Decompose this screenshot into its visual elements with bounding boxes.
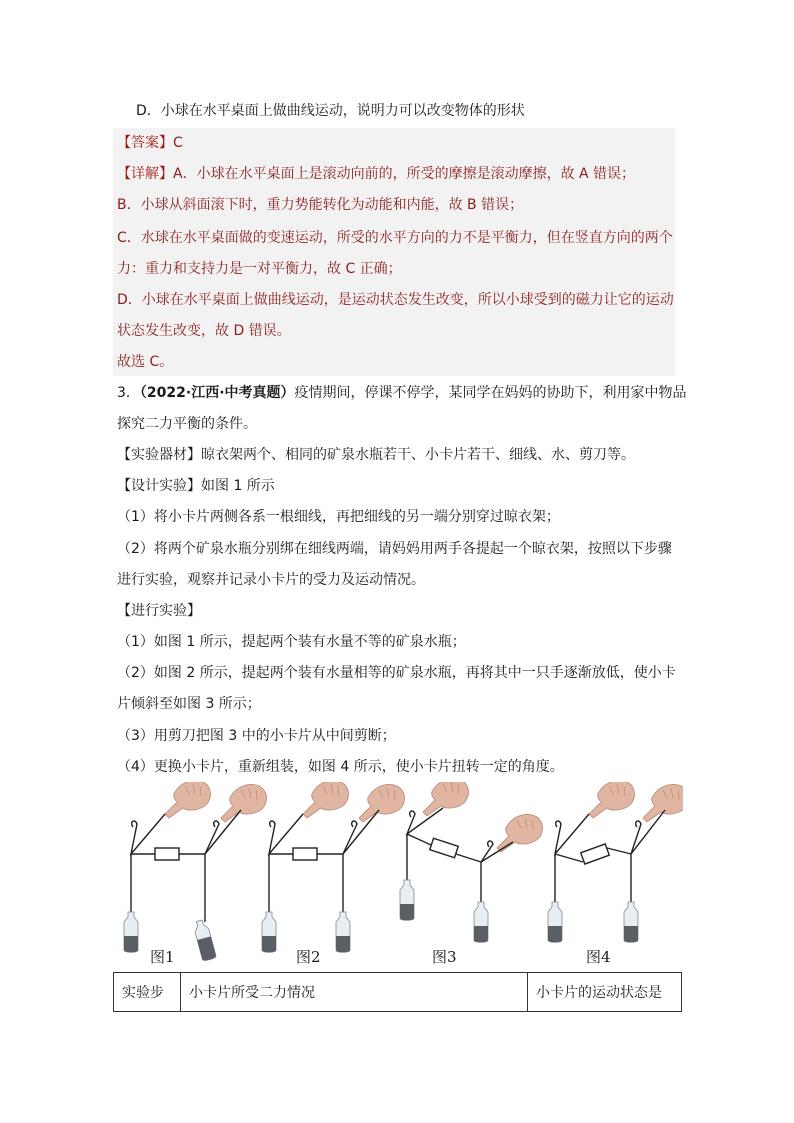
card-icon bbox=[293, 848, 317, 860]
bottle-icon bbox=[124, 912, 138, 952]
table-header-step: 实验步 bbox=[114, 973, 181, 1012]
hand-icon bbox=[497, 814, 542, 852]
conduct-heading: 【进行实验】 bbox=[117, 603, 201, 619]
figure-label-4: 图4 bbox=[586, 948, 611, 966]
explanation-line-2: B．小球从斜面滚下时，重力势能转化为动能和内能，故 B 错误； bbox=[117, 197, 524, 213]
hand-icon bbox=[589, 782, 634, 818]
table-header-motion: 小卡片的运动状态是 bbox=[528, 973, 682, 1012]
figure-label-3: 图3 bbox=[432, 948, 457, 966]
conduct-step-1: （1）如图 1 所示，提起两个装有水量不等的矿泉水瓶； bbox=[117, 634, 466, 650]
hand-icon bbox=[359, 784, 404, 822]
figure-2 bbox=[262, 782, 404, 952]
design-heading: 【设计实验】如图 1 所示 bbox=[117, 478, 275, 494]
question-source: （2022·江西·中考真题） bbox=[139, 385, 295, 401]
materials: 【实验器材】晾衣架两个、相同的矿泉水瓶若干、小卡片若干、细线、水、剪刀等。 bbox=[117, 447, 635, 463]
answer-line bbox=[117, 133, 183, 153]
explanation-conclusion: 故选 C。 bbox=[117, 354, 174, 370]
experiment-figures bbox=[113, 782, 683, 972]
explanation-line-3: C．水球在水平桌面做的变速运动，所受的水平方向的力不是平衡力，但在竖直方向的两个 bbox=[117, 230, 673, 246]
results-table bbox=[113, 972, 682, 1012]
explanation-line-5: D．小球在水平桌面上做曲线运动，是运动状态发生改变，所以小球受到的磁力让它的运动 bbox=[117, 292, 674, 308]
question-number: 3． bbox=[117, 385, 140, 401]
explanation-line-1 bbox=[117, 164, 635, 184]
card-icon bbox=[430, 838, 458, 857]
design-step-1: （1）将小卡片两侧各系一根细线，再把细线的另一端分别穿过晾衣架； bbox=[117, 509, 560, 525]
bottle-icon bbox=[336, 912, 350, 952]
table-row bbox=[114, 973, 682, 1012]
answer-value: C bbox=[173, 135, 183, 151]
question3-stem bbox=[117, 383, 687, 403]
conduct-step-2a: （2）如图 2 所示，提起两个装有水量相等的矿泉水瓶，再将其中一只手逐渐放低，使小卡 bbox=[117, 665, 676, 681]
table-header-forces: 小卡片所受二力情况 bbox=[181, 973, 528, 1012]
bottle-icon bbox=[548, 902, 562, 942]
figure-label-1: 图1 bbox=[150, 948, 175, 966]
bottle-icon bbox=[624, 902, 638, 942]
hand-icon bbox=[423, 782, 468, 816]
bottle-icon bbox=[193, 919, 217, 962]
conduct-step-2b: 片倾斜至如图 3 所示； bbox=[117, 696, 261, 712]
explanation-label: 【详解】 bbox=[117, 166, 173, 182]
option-d: D．小球在水平桌面上做曲线运动，说明力可以改变物体的形状 bbox=[136, 103, 525, 119]
design-step-2b: 进行实验，观察并记录小卡片的受力及运动情况。 bbox=[117, 572, 425, 588]
conduct-step-4: （4）更换小卡片，重新组装，如图 4 所示，使小卡片扭转一定的角度。 bbox=[117, 759, 564, 775]
bottle-icon bbox=[262, 912, 276, 952]
figure-1 bbox=[124, 782, 266, 961]
explanation-line-6: 状态发生改变，故 D 错误。 bbox=[117, 323, 291, 339]
figure-4 bbox=[548, 782, 683, 942]
card-icon bbox=[155, 848, 179, 860]
answer-label: 【答案】 bbox=[117, 135, 173, 151]
figure-label-2: 图2 bbox=[296, 948, 321, 966]
explanation-line-4: 力：重力和支持力是一对平衡力，故 C 正确； bbox=[117, 261, 402, 277]
question3-stem-2: 探究二力平衡的条件。 bbox=[117, 416, 257, 432]
bottle-icon bbox=[400, 880, 414, 920]
hand-icon bbox=[303, 782, 348, 818]
figure-3 bbox=[400, 782, 542, 942]
design-step-2a: （2）将两个矿泉水瓶分别绑在细线两端，请妈妈用两手各提起一个晾衣架，按照以下步骤 bbox=[117, 541, 672, 557]
hand-icon bbox=[165, 782, 210, 818]
conduct-step-3: （3）用剪刀把图 3 中的小卡片从中间剪断； bbox=[117, 728, 396, 744]
hand-icon bbox=[221, 784, 266, 822]
question-stem: 疫情期间，停课不停学，某同学在妈妈的协助下，利用家中物品 bbox=[294, 385, 687, 401]
bottle-icon bbox=[474, 902, 488, 942]
card-icon bbox=[581, 844, 610, 864]
hand-icon bbox=[643, 784, 683, 822]
explanation-a: A．小球在水平桌面上是滚动向前的，所受的摩擦是滚动摩擦，故 A 错误； bbox=[173, 166, 636, 182]
